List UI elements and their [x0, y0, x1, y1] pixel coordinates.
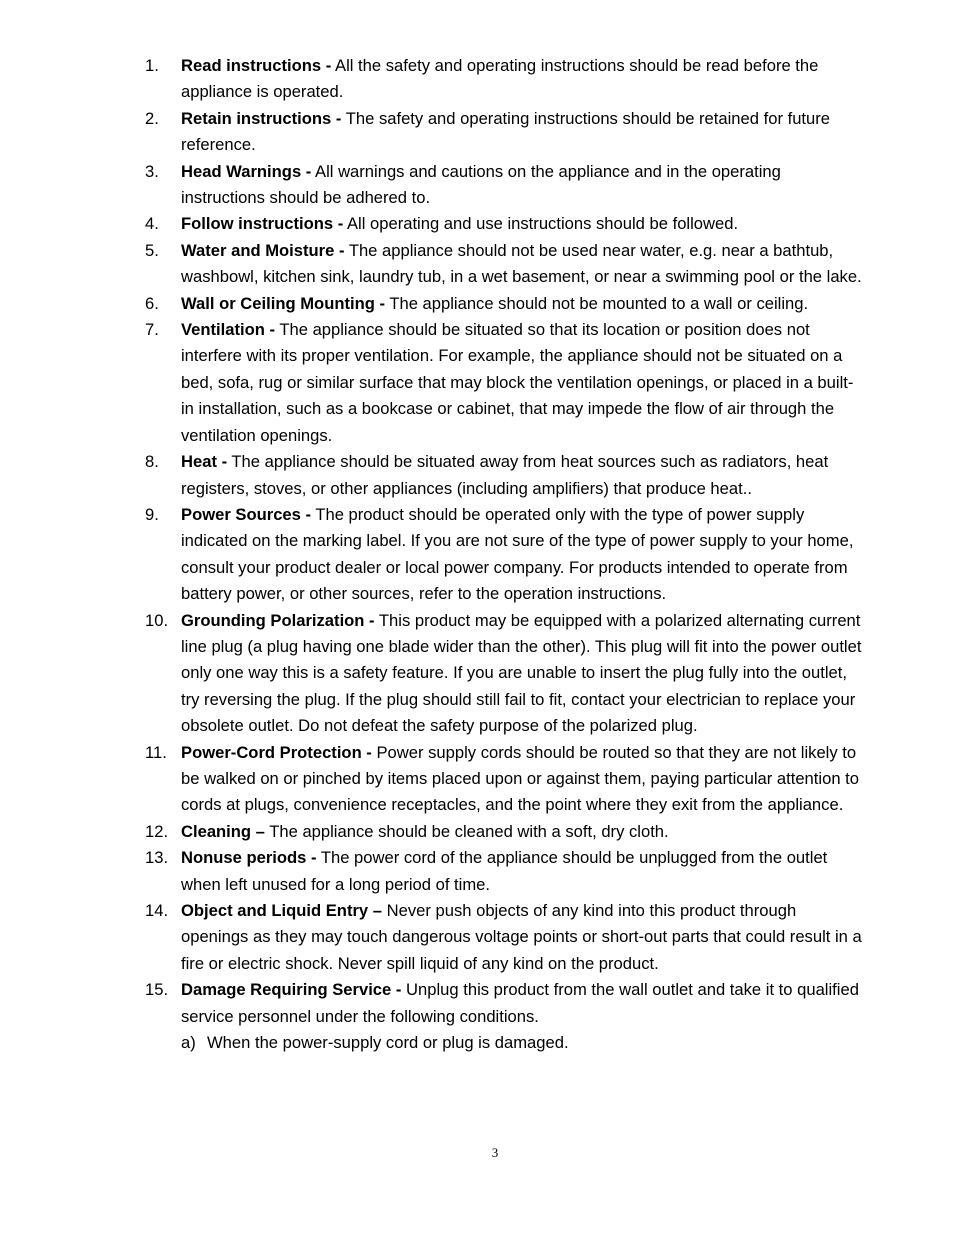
item-heading: Power Sources -: [181, 504, 312, 524]
item-text: [181, 317, 865, 449]
item-heading: Cleaning –: [181, 821, 265, 841]
list-item: [145, 159, 865, 212]
item-body: Never push objects of any kind into this product through openings as they may touch dangerous voltage points or short-out parts that could result in a fire or electric shock. Never spill liquid of any kind on the product.: [181, 901, 862, 973]
item-text: [181, 449, 865, 502]
item-number: 13.: [145, 848, 169, 868]
item-body: The appliance should be situated away from heat sources such as radiators, heat registers, stoves, or other appliances (including amplifiers) that produce heat..: [181, 452, 829, 498]
item-body: This product may be equipped with a polarized alternating current line plug (a plug having one blade wider than the other). This plug will fit into the power outlet only one way this is a safety feature. If you are unable to insert the plug fully into the outlet, try reversing the plug. If the plug should still fail to fit, contact your electrician to replace your obsolete outlet. Do not defeat the safety purpose of the polarized plug.: [181, 610, 862, 736]
item-heading: Wall or Ceiling Mounting -: [181, 293, 386, 313]
item-heading: Nonuse periods -: [181, 848, 317, 868]
item-text: [181, 291, 865, 317]
list-item: [145, 211, 865, 237]
item-number: 5.: [145, 240, 159, 260]
safety-instructions-list: [145, 53, 865, 1056]
item-heading: Object and Liquid Entry –: [181, 901, 382, 920]
item-number: 15.: [145, 980, 169, 1000]
item-number: 4.: [145, 214, 159, 234]
item-body: All warnings and cautions on the appliance and in the operating instructions should be adhered to.: [181, 161, 781, 208]
list-item: [145, 317, 865, 449]
item-body: The appliance should be situated so that its location or position does not interfere with its proper ventilation. For example, the appliance should not be situated on a bed, sofa, rug or similar surface that may block the ventilation openings, or placed in a built-in installation, such as a bookcase or cabinet, that may impede the flow of air through the ventilation openings.: [181, 320, 854, 445]
item-heading: Ventilation -: [181, 320, 276, 340]
item-number: 8.: [145, 452, 159, 472]
item-heading: Retain instructions -: [181, 108, 342, 128]
item-body: Unplug this product from the wall outlet and take it to qualified service personnel under the following conditions.: [181, 980, 859, 1026]
list-item: [145, 740, 865, 819]
item-body: All the safety and operating instructions should be read before the appliance is operated.: [181, 56, 819, 102]
list-item: [145, 819, 865, 845]
item-number: 12.: [145, 821, 169, 841]
item-heading: Follow instructions -: [181, 214, 344, 234]
item-heading: Head Warnings -: [181, 161, 312, 181]
item-text: [181, 608, 865, 740]
item-number: 14.: [145, 901, 169, 920]
item-heading: Damage Requiring Service -: [181, 980, 402, 1000]
list-item: [145, 238, 865, 291]
item-text: [181, 159, 865, 212]
list-item: [145, 608, 865, 740]
item-text: [181, 740, 865, 819]
list-item: [145, 106, 865, 159]
item-body: The appliance should not be used near water, e.g. near a bathtub, washbowl, kitchen sink, laundry tub, in a wet basement, or near a swimming pool or the lake.: [181, 240, 862, 287]
item-heading: Water and Moisture -: [181, 240, 345, 260]
item-text: [181, 898, 865, 977]
item-body: The safety and operating instructions should be retained for future reference.: [181, 108, 831, 155]
item-number: 10.: [145, 610, 169, 630]
item-number: 7.: [145, 320, 159, 340]
item-text: [181, 211, 865, 237]
list-item: [145, 898, 865, 977]
page-number: 3: [491, 1145, 499, 1160]
item-text: [181, 502, 865, 608]
item-heading: Power-Cord Protection -: [181, 742, 372, 762]
item-text: [181, 106, 865, 159]
list-item: [145, 53, 865, 106]
item-heading: Heat -: [181, 452, 228, 472]
item-body: Power supply cords should be routed so that they are not likely to be walked on or pinched by items placed upon or against them, paying particular attention to cords at plugs, convenience receptacles, and the point where they exit from the appliance.: [181, 742, 859, 815]
item-text: [181, 977, 865, 1030]
item-body: The product should be operated only with the type of power supply indicated on the marking label. If you are not sure of the type of power supply to your home, consult your product dealer or local power company. For products intended to operate from battery power, or other sources, refer to the operation instructions.: [181, 504, 854, 604]
item-number: 2.: [145, 108, 159, 128]
sub-list-item: [145, 1030, 865, 1056]
item-body: The appliance should not be mounted to a wall or ceiling.: [389, 293, 809, 313]
sub-item-letter: a): [181, 1033, 196, 1053]
list-item: [145, 977, 865, 1030]
item-number: 6.: [145, 293, 159, 313]
list-item: [145, 502, 865, 608]
item-text: [181, 238, 865, 291]
item-number: 1.: [145, 56, 159, 75]
item-body: The power cord of the appliance should be unplugged from the outlet when left unused for a long period of time.: [181, 848, 828, 894]
item-body: The appliance should be cleaned with a soft, dry cloth.: [269, 821, 669, 841]
sub-item-text: When the power-supply cord or plug is damaged.: [207, 1033, 569, 1053]
item-body: All operating and use instructions should be followed.: [346, 214, 739, 234]
list-item: [145, 291, 865, 317]
item-number: 3.: [145, 161, 159, 181]
list-item: [145, 845, 865, 898]
item-number: 9.: [145, 504, 159, 524]
item-heading: Grounding Polarization -: [181, 610, 375, 630]
item-heading: Read instructions -: [181, 56, 332, 75]
item-text: [181, 53, 865, 106]
item-text: [181, 845, 865, 898]
item-text: [181, 819, 865, 845]
list-item: [145, 449, 865, 502]
item-number: 11.: [145, 742, 167, 762]
